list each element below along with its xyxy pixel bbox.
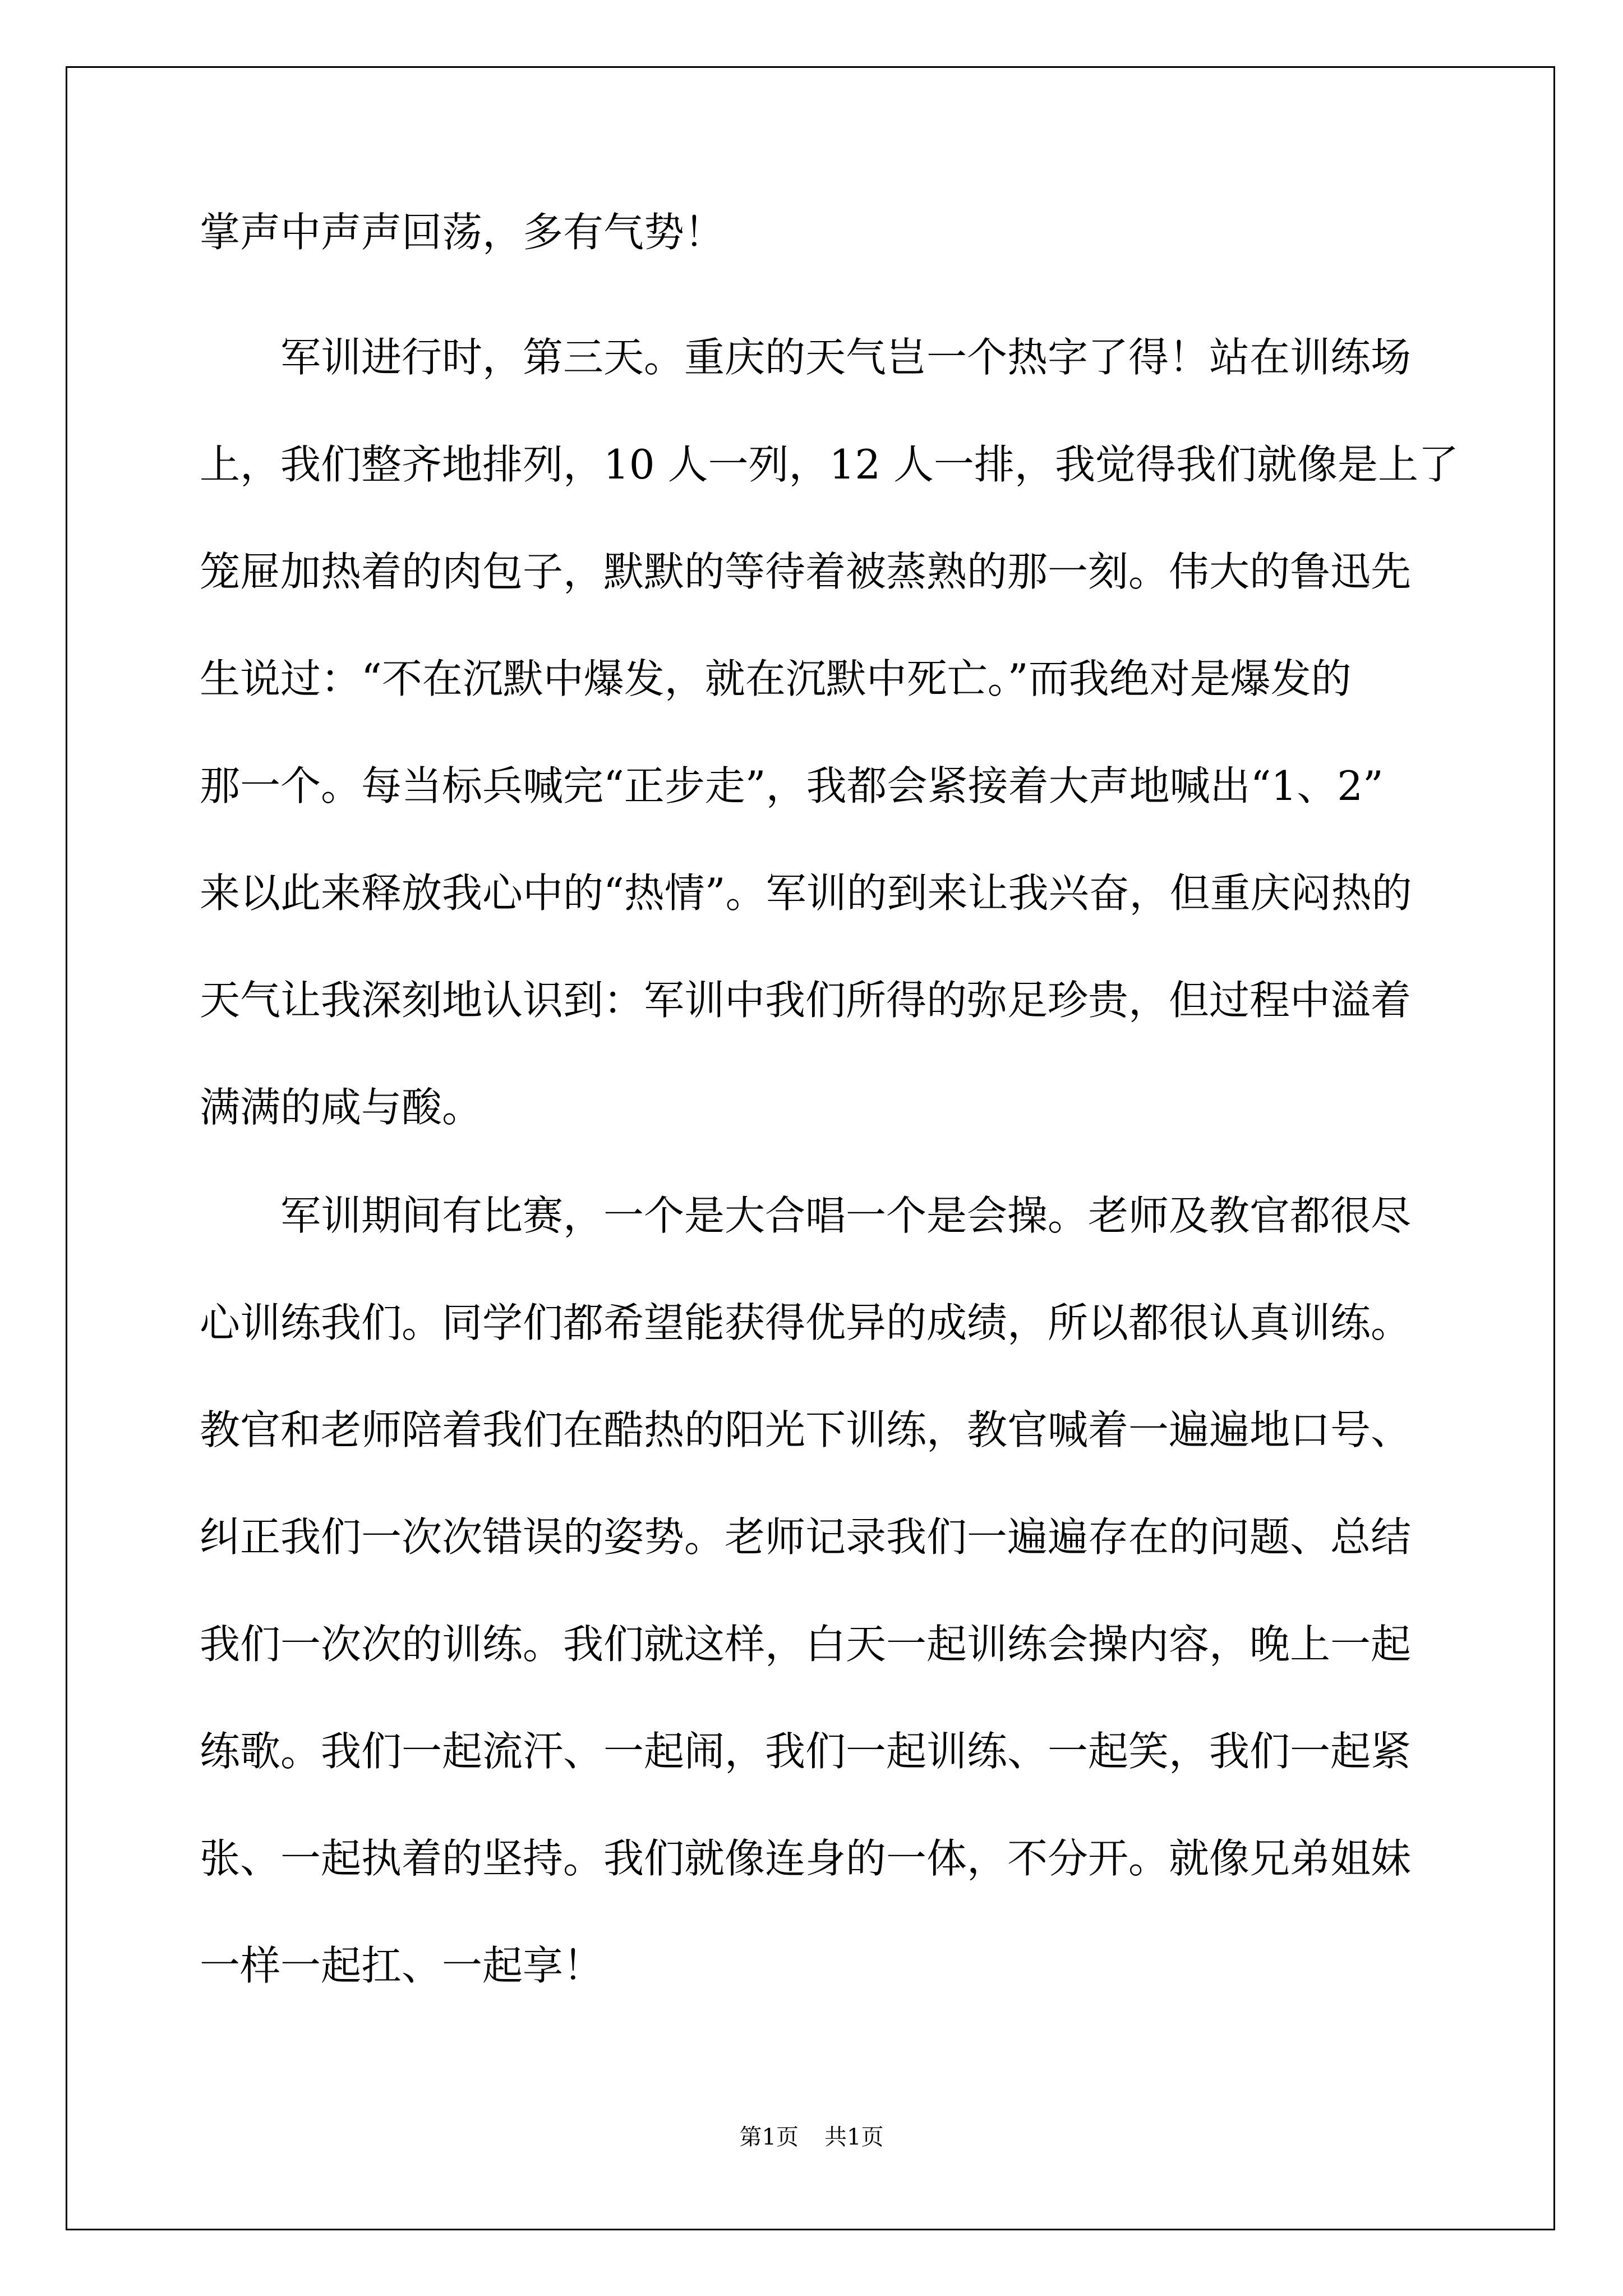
text-line: 笼屉加热着的肉包子，默默的等待着被蒸熟的那一刻。伟大的鲁迅先	[200, 548, 1412, 595]
text-line: 上，我们整齐地排列，10 人一列，12 人一排，我觉得我们就像是上了	[200, 441, 1459, 488]
text-line: 张、一起执着的坚持。我们就像连身的一体，不分开。就像兄弟姐妹	[200, 1835, 1412, 1882]
text-line: 那一个。每当标兵喊完“正步走”，我都会紧接着大声地喊出“1、2”	[200, 762, 1384, 809]
paragraph-start-line: 军训期间有比赛，一个是大合唱一个是会操。老师及教官都很尽	[280, 1192, 1412, 1239]
text-line: 纠正我们一次次错误的姿势。老师记录我们一遍遍存在的问题、总结	[200, 1513, 1412, 1561]
paragraph-start-line: 军训进行时，第三天。重庆的天气岂一个热字了得！站在训练场	[280, 334, 1412, 381]
text-line: 来以此来释放我心中的“热情”。军训的到来让我兴奋，但重庆闷热的	[200, 869, 1412, 917]
text-line: 天气让我深刻地认识到：军训中我们所得的弥足珍贵，但过程中溢着	[200, 977, 1412, 1024]
text-line: 满满的咸与酸。	[200, 1084, 483, 1131]
text-line: 掌声中声声回荡，多有气势！	[200, 209, 725, 256]
text-line: 我们一次次的训练。我们就这样，白天一起训练会操内容，晚上一起	[200, 1621, 1412, 1668]
text-line: 练歌。我们一起流汗、一起闹，我们一起训练、一起笑，我们一起紧	[200, 1728, 1412, 1775]
text-line: 教官和老师陪着我们在酷热的阳光下训练，教官喊着一遍遍地口号、	[200, 1406, 1412, 1453]
text-line: 心训练我们。同学们都希望能获得优异的成绩，所以都很认真训练。	[200, 1299, 1412, 1346]
page-number: 第1页	[739, 2124, 799, 2150]
text-line: 一样一起扛、一起享！	[200, 1942, 604, 1989]
text-line: 生说过：“不在沉默中爆发，就在沉默中死亡。”而我绝对是爆发的	[200, 655, 1352, 702]
page-total: 共1页	[824, 2124, 884, 2150]
page-footer	[0, 2126, 1623, 2148]
page-border	[66, 66, 1555, 2230]
